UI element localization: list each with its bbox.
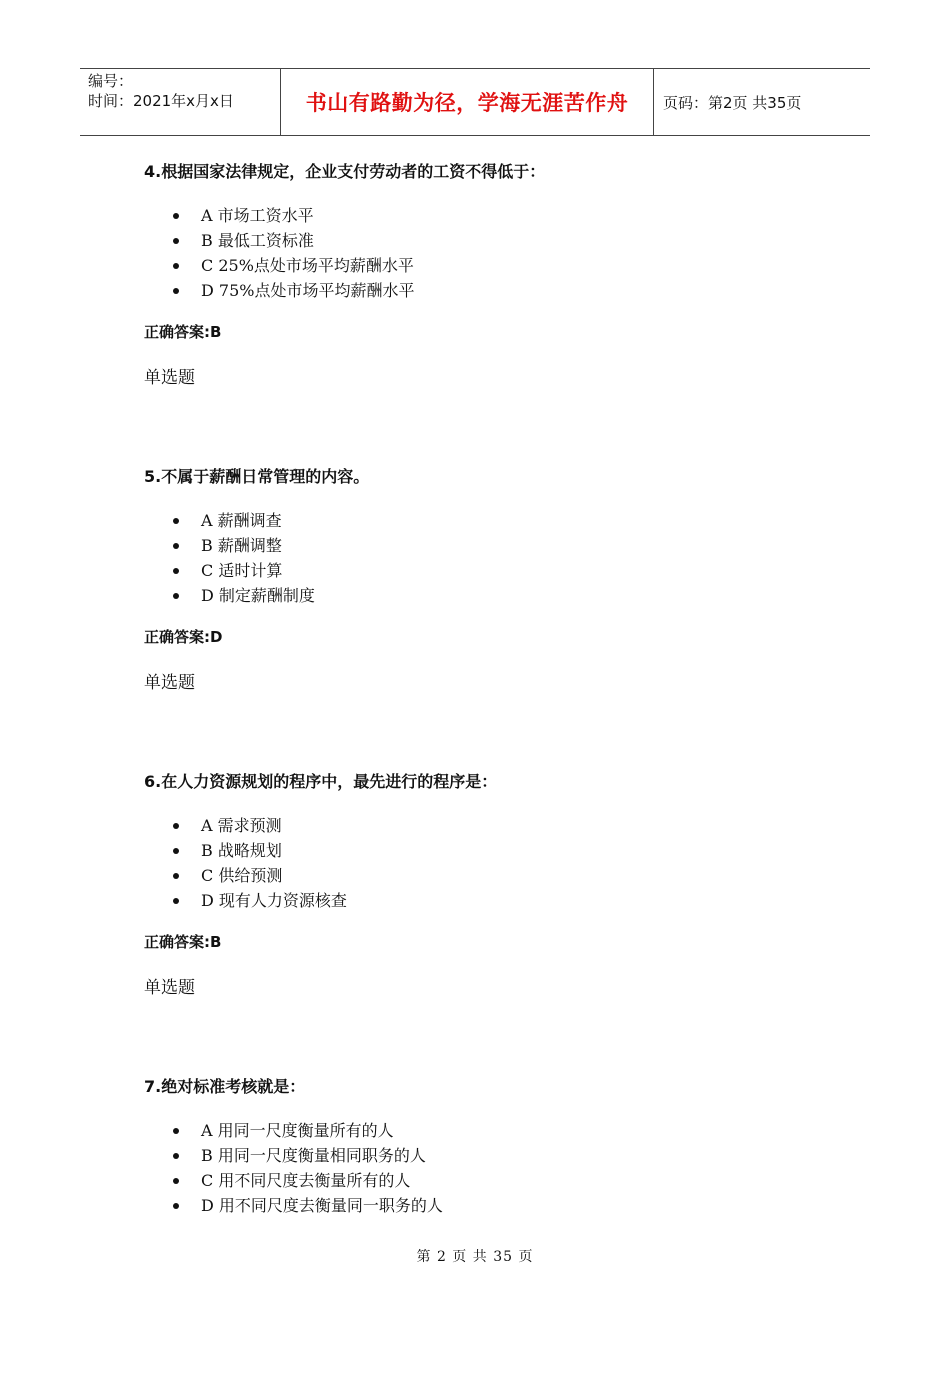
option-a [144,813,844,838]
correct-answer: 正确答案:D [144,628,223,646]
option-a [144,508,844,533]
option-b [144,228,844,253]
option-text: C 供给预测 [201,866,283,885]
option-text: D 制定薪酬制度 [201,586,315,605]
option-text: A 用同一尺度衡量所有的人 [201,1121,394,1140]
option-c [144,558,844,583]
bullet-icon [173,263,179,269]
option-text: B 薪酬调整 [201,536,282,555]
option-c [144,863,844,888]
question-type: 单选题 [144,978,195,998]
option-text: C 适时计算 [201,561,283,580]
bullet-icon [173,1153,179,1159]
option-list [144,1118,844,1218]
bullet-icon [173,873,179,879]
option-d [144,1193,844,1218]
page-header [80,68,870,136]
option-b [144,838,844,863]
document-number-label: 编号： [88,72,134,90]
option-text: D 用不同尺度去衡量同一职务的人 [201,1196,443,1215]
question-list [144,158,844,1378]
question-5 [144,463,844,768]
option-text: D 现有人力资源核查 [201,891,347,910]
option-text: D 75%点处市场平均薪酬水平 [201,281,415,300]
header-page-info: 页码：第2页 共35页 [663,93,802,112]
bullet-icon [173,593,179,599]
option-text: B 战略规划 [201,841,282,860]
bullet-icon [173,848,179,854]
question-title: 5.不属于薪酬日常管理的内容。 [144,467,370,486]
option-list [144,203,844,303]
option-c [144,1168,844,1193]
bullet-icon [173,1128,179,1134]
bullet-icon [173,543,179,549]
option-d [144,888,844,913]
option-a [144,203,844,228]
option-list [144,508,844,608]
question-6 [144,768,844,1073]
option-text: A 薪酬调查 [201,511,282,530]
question-type: 单选题 [144,673,195,693]
bullet-icon [173,568,179,574]
document-time-label: 时间：2021年x月x日 [88,92,234,110]
question-title: 7.绝对标准考核就是： [144,1077,306,1096]
correct-answer: 正确答案:B [144,933,222,951]
bullet-icon [173,518,179,524]
option-list [144,813,844,913]
question-7 [144,1073,844,1378]
option-d [144,278,844,303]
option-text: C 25%点处市场平均薪酬水平 [201,256,414,275]
option-b [144,1143,844,1168]
option-d [144,583,844,608]
option-a [144,1118,844,1143]
option-text: A 市场工资水平 [201,206,314,225]
option-text: C 用不同尺度去衡量所有的人 [201,1171,411,1190]
bullet-icon [173,288,179,294]
option-text: A 需求预测 [201,816,282,835]
bullet-icon [173,898,179,904]
question-title: 4.根据国家法律规定，企业支付劳动者的工资不得低于： [144,162,546,181]
bullet-icon [173,823,179,829]
option-b [144,533,844,558]
bullet-icon [173,238,179,244]
page-footer: 第 2 页 共 35 页 [416,1249,534,1265]
option-text: B 用同一尺度衡量相同职务的人 [201,1146,426,1165]
bullet-icon [173,213,179,219]
header-motto: 书山有路勤为径，学海无涯苦作舟 [281,69,654,135]
header-meta [80,69,281,135]
question-title: 6.在人力资源规划的程序中，最先进行的程序是： [144,772,498,791]
option-text: B 最低工资标准 [201,231,314,250]
question-type: 单选题 [144,368,195,388]
correct-answer: 正确答案:B [144,323,222,341]
option-c [144,253,844,278]
question-4 [144,158,844,463]
bullet-icon [173,1203,179,1209]
bullet-icon [173,1178,179,1184]
